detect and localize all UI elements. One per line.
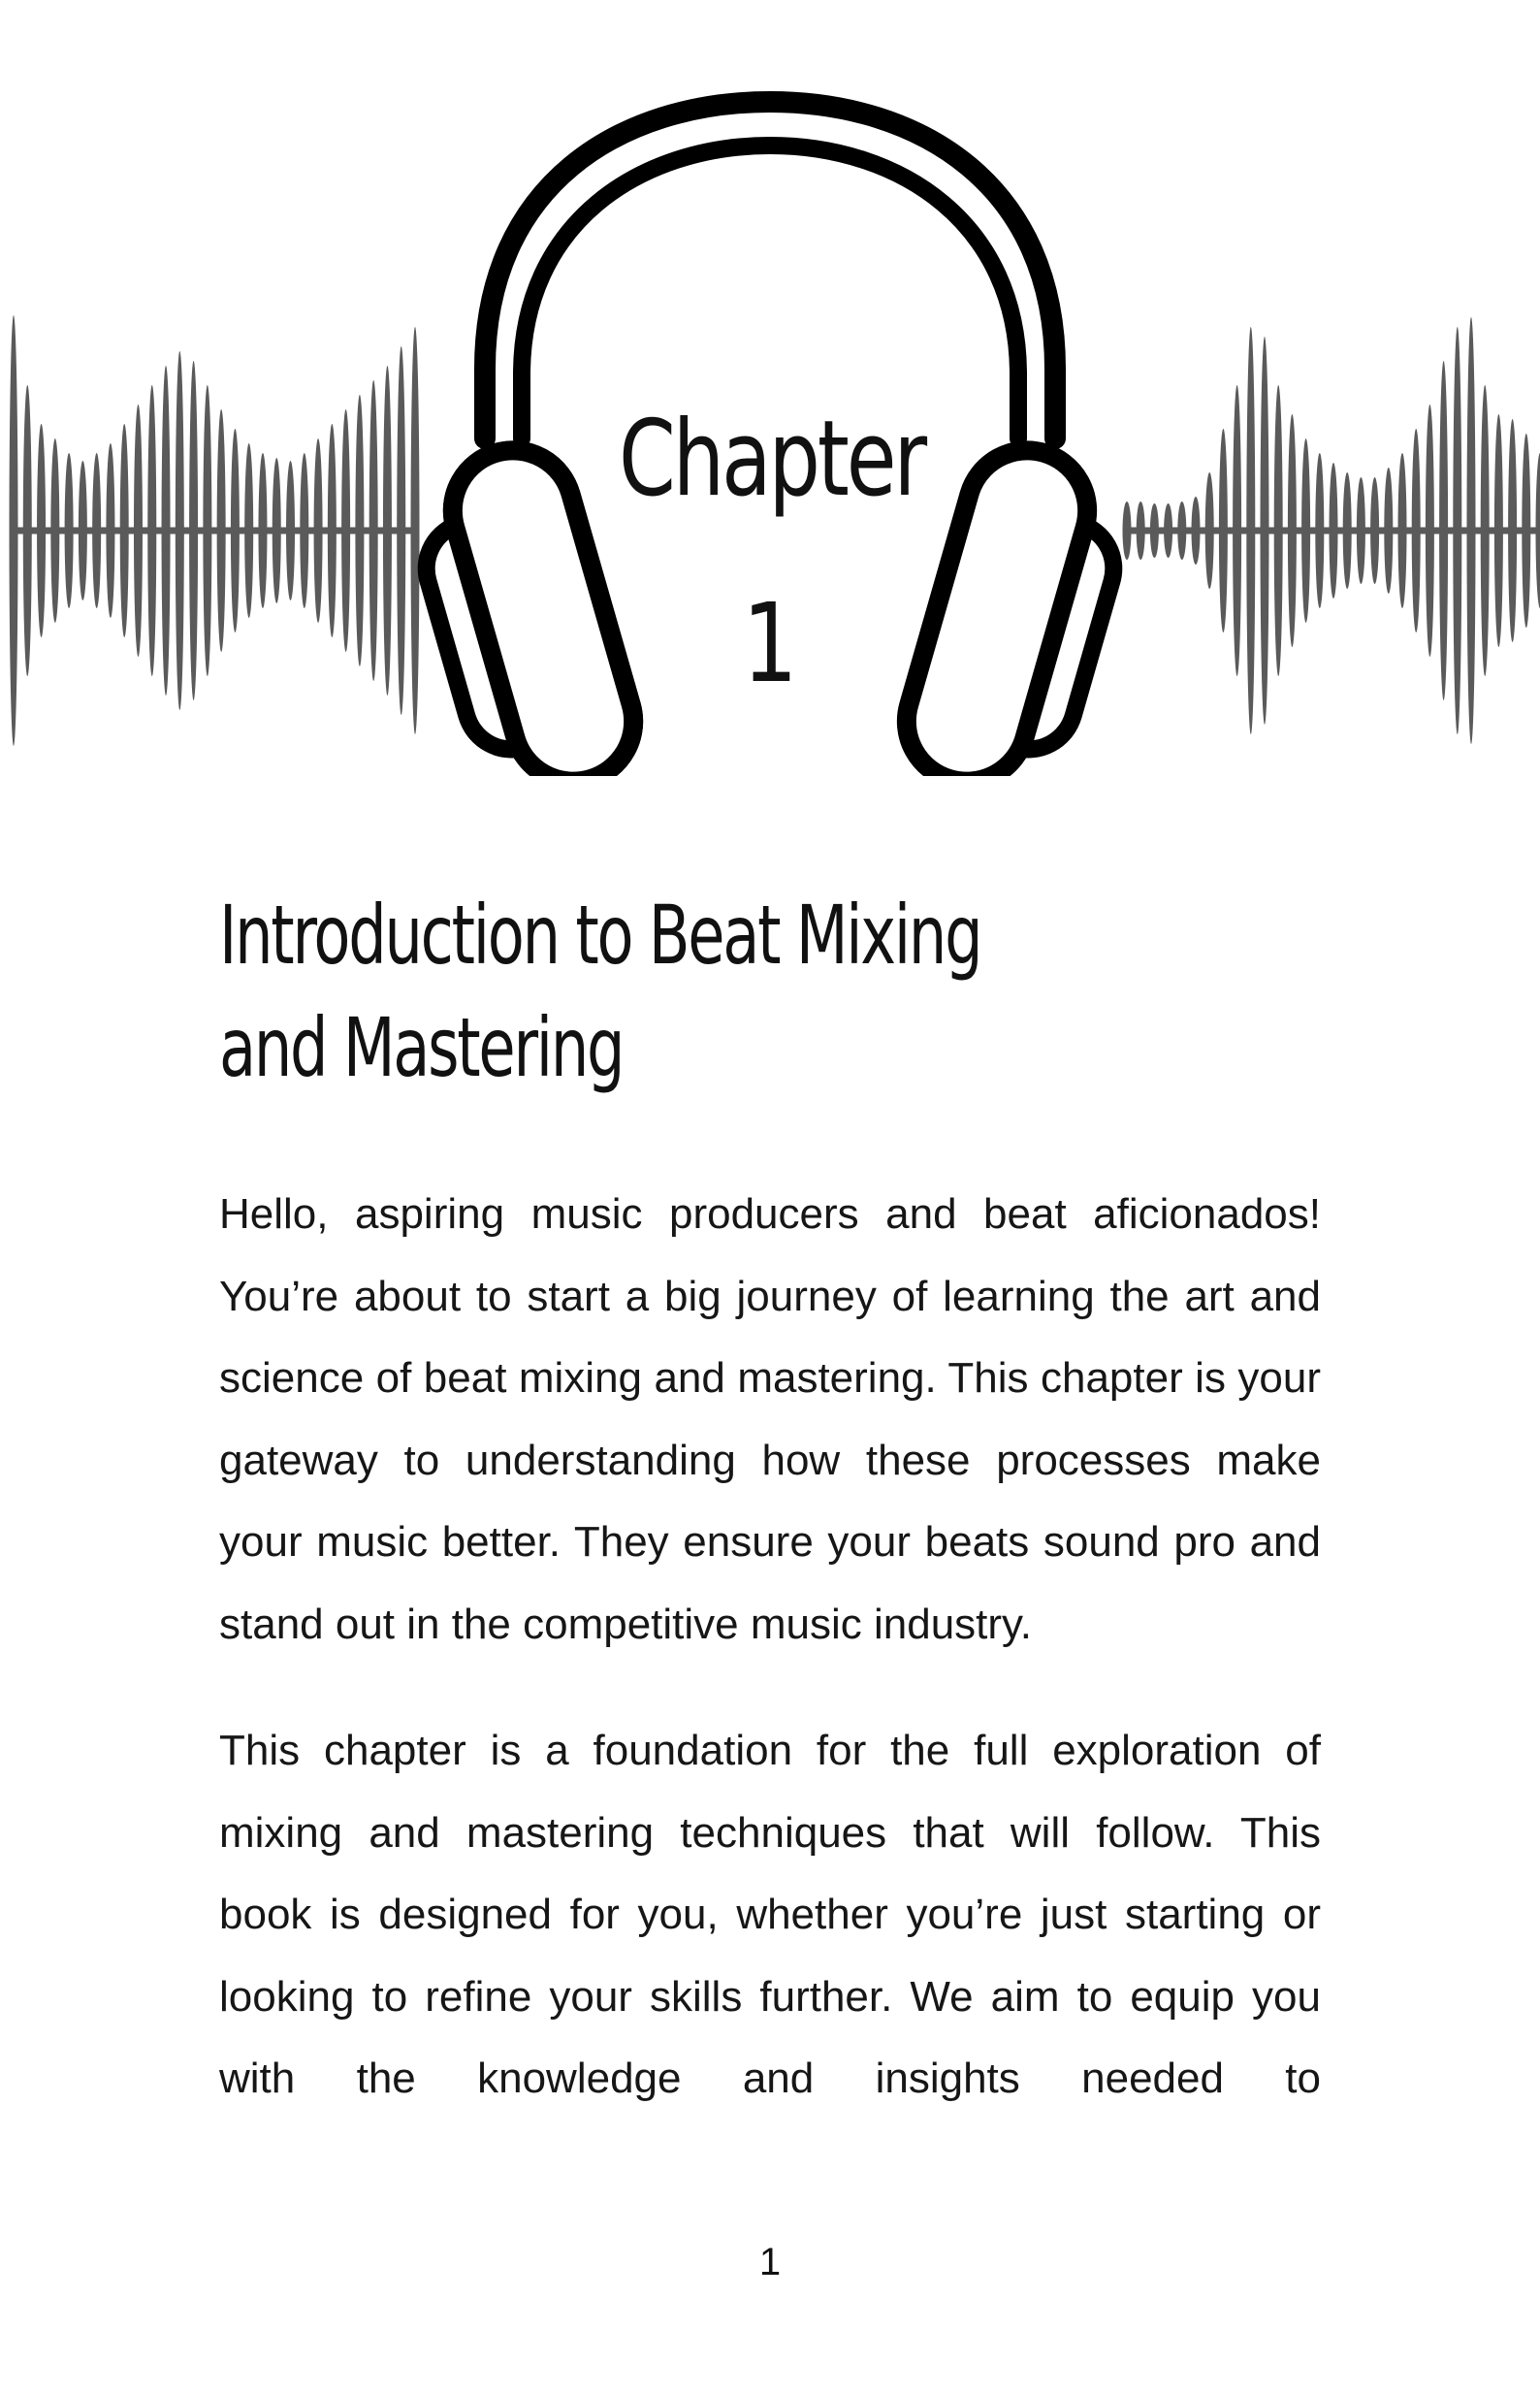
wave-bar [273,458,281,603]
wave-bar [1261,337,1269,725]
wave-bar [1508,419,1517,642]
wave-bar [1219,429,1228,632]
wave-bar [134,405,143,657]
wave-bar [1357,477,1365,584]
wave-bar [92,453,101,608]
wave-bar [106,443,114,618]
wave-bar [147,385,156,676]
page-number: 1 [758,2241,782,2283]
wave-bar [1233,385,1241,676]
wave-bar [1439,361,1448,700]
wave-bar [1246,327,1255,734]
wave-bar [10,315,18,746]
wave-bar [1301,438,1310,623]
wave-bar [411,327,420,734]
wave-bar [1192,497,1201,565]
wave-bar [1481,385,1490,676]
wave-bar [1274,385,1283,676]
wave-bar [1453,327,1461,734]
chapter-title [219,879,1189,1104]
wave-bar [355,395,364,666]
wave-bar [162,366,171,696]
wave-bar [23,385,32,676]
wave-bar [1384,468,1393,594]
wave-bar [1177,502,1186,560]
wave-bar [176,351,184,710]
wave-bar [217,409,226,652]
wave-bar [1150,503,1159,558]
wave-bar [1412,429,1421,632]
wave-bar [1315,453,1324,608]
body-text [219,1174,1321,2165]
chapter-number: 1 [742,581,798,707]
wave-bar [1137,502,1145,560]
sound-wave-left-icon [10,315,420,746]
wave-bar [189,361,198,700]
wave-bar [231,429,240,632]
wave-bar [1494,414,1503,647]
wave-bar [1536,453,1540,608]
wave-bar [1343,472,1352,589]
chapter-label: Chapter [619,399,924,520]
wave-bar [1426,405,1434,657]
wave-bar [1370,477,1379,584]
wave-bar [203,385,211,676]
sound-wave-right-icon [1123,317,1540,744]
paragraph-1: Hello, aspiring music producers and beat aficionados! You’re about to start a big journey of learning the art and science of beat mixing and mastering. This chapter is your gateway to understanding how these processes make your music better. They ensure your beats sound pro and stand out in the competitive music industry. [219,1190,1321,1648]
wave-bar [1205,472,1214,589]
wave-bar [369,380,378,681]
paragraph-2: This chapter is a foundation for the full exploration of mixing and mastering techniques that will follow. This book is designed for you, whether you’re just starting or looking to refine your skills further. We aim to equip you with the knowledge and insights needed to [219,1727,1321,2102]
wave-bar [1467,317,1476,744]
wave-bar [120,424,129,637]
chapter-title-line-1: Introduction to Beat Mixing [219,888,981,983]
wave-bar [258,453,267,608]
wave-bar [1522,434,1530,628]
wave-bar [1164,503,1172,558]
wave-bar [79,461,87,600]
wave-bar [397,346,405,715]
wave-bar [1398,453,1407,608]
wave-bar [1288,414,1297,647]
wave-bar [328,424,337,637]
wave-bar [1123,502,1132,560]
wave-bar [286,461,295,600]
wave-bar [1330,463,1338,599]
wave-bar [341,409,350,652]
chapter-title-line-2: and Mastering [219,1000,624,1095]
wave-bar [244,443,253,618]
wave-bar [50,438,59,623]
wave-bar [65,453,74,608]
wave-bar [383,366,392,696]
wave-bar [300,453,308,608]
wave-bar [314,438,323,623]
wave-bar [37,424,46,637]
